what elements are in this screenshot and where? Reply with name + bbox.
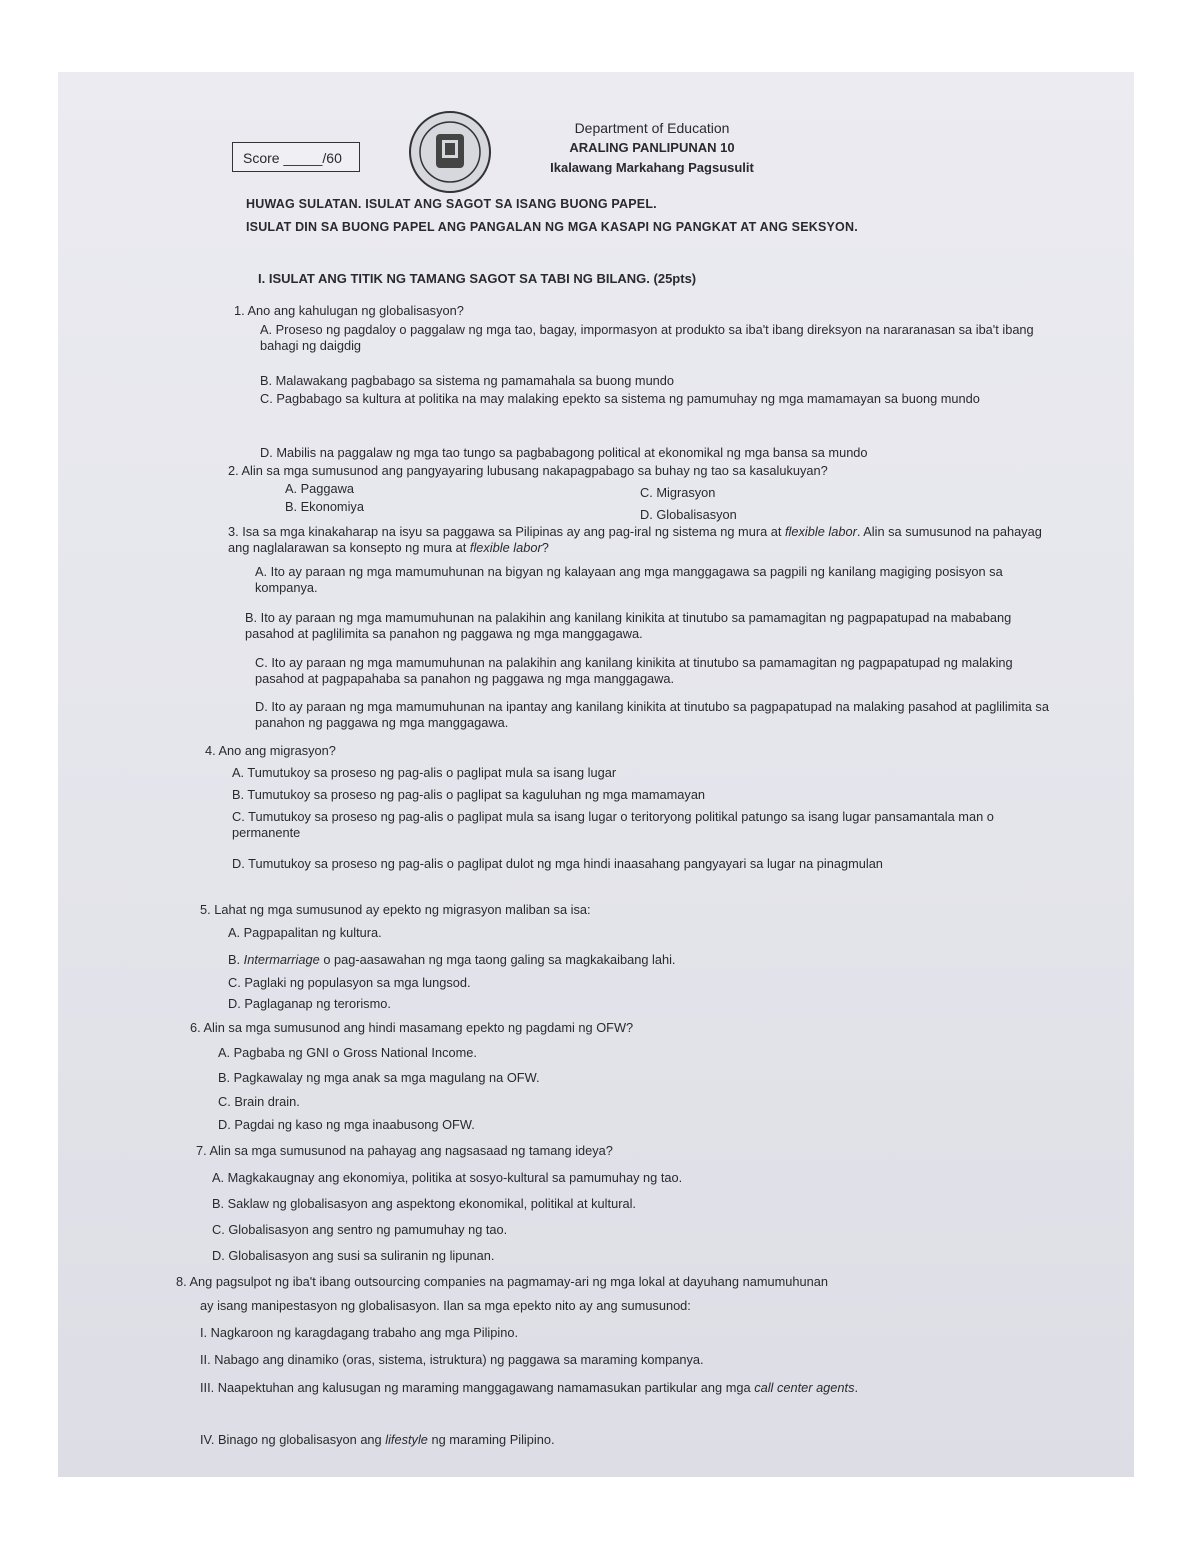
- question-3: [228, 524, 1058, 556]
- q2-option-c: C. Migrasyon: [640, 485, 716, 500]
- exam-header: [512, 118, 792, 178]
- q3-stem-part3: ?: [541, 540, 549, 555]
- question-6: 6. Alin sa mga sumusunod ang hindi masamang epekto ng pagdami ng OFW?: [190, 1020, 634, 1035]
- q3-option-c: C. Ito ay paraan ng mga mamumuhunan na palakihin ang kanilang kinikita at tinutubo sa pamamagitan ng pagpapatupad ng malaking pasahod at pagpapahaba sa panahon ng paggawa ng mga manggagawa.: [255, 655, 1013, 686]
- instruction-no-writing: HUWAG SULATAN. ISULAT ANG SAGOT SA ISANG BUONG PAPEL.: [246, 197, 657, 211]
- q1-option-d: D. Mabilis na paggalaw ng mga tao tungo sa pagbabagong political at ekonomikal ng mga bansa sa mundo: [260, 445, 868, 460]
- question-4: 4. Ano ang migrasyon?: [205, 743, 336, 758]
- section-title: I. ISULAT ANG TITIK NG TAMANG SAGOT SA TABI NG BILANG. (25pts): [258, 271, 697, 286]
- question-2: 2. Alin sa mga sumusunod ang pangyayaring lubusang nakapagpabago sa buhay ng tao sa kasalukuyan?: [228, 463, 828, 478]
- subject-title: ARALING PANLIPUNAN 10: [569, 140, 735, 155]
- q5-b-prefix: B.: [228, 952, 244, 967]
- q3-option-a: A. Ito ay paraan ng mga mamumuhunan na bigyan ng kalayaan ang mga manggagawa sa pagpili ng kanilang magiging posisyon sa kompanya.: [255, 564, 1003, 595]
- q7-option-a: A. Magkakaugnay ang ekonomiya, politika at sosyo-kultural sa pamumuhay ng tao.: [212, 1170, 683, 1185]
- department-name: Department of Education: [574, 120, 730, 136]
- score-box: Score _____/60: [232, 142, 360, 172]
- q2-option-a: A. Paggawa: [285, 481, 355, 496]
- q5-option-b: [228, 952, 676, 968]
- q2-option-b: B. Ekonomiya: [285, 499, 364, 514]
- q8-iv-italic: lifestyle: [385, 1432, 428, 1447]
- q6-option-c: C. Brain drain.: [218, 1094, 300, 1109]
- q5-b-rest: o pag-aasawahan ng mga taong galing sa magkakaibang lahi.: [319, 952, 676, 967]
- q8-item-ii: II. Nabago ang dinamiko (oras, sistema, istruktura) ng paggawa sa maraming kompanya.: [200, 1352, 704, 1367]
- q5-option-c: C. Paglaki ng populasyon sa mga lungsod.: [228, 975, 471, 990]
- q4-option-c: C. Tumutukoy sa proseso ng pag-alis o paglipat mula sa isang lugar o teritoryong politikal patungo sa isang lugar pansamantala man o permanente: [232, 809, 994, 840]
- instruction-write-names: ISULAT DIN SA BUONG PAPEL ANG PANGALAN NG MGA KASAPI NG PANGKAT AT ANG SEKSYON.: [246, 220, 858, 234]
- q8-iii-italic: call center agents: [754, 1380, 855, 1395]
- q3-stem-part2: . Alin sa sumusunod na pahayag ang naglalarawan sa konsepto ng mura at: [228, 524, 1042, 555]
- q3-stem-italic: flexible labor: [784, 524, 857, 539]
- q1-option-c: C. Pagbabago sa kultura at politika na may malaking epekto sa sistema ng pamumuhay ng mga mamamayan sa buong mundo: [260, 391, 980, 406]
- q8-iv-part1: IV. Binago ng globalisasyon ang: [200, 1432, 382, 1447]
- q8-item-i: I. Nagkaroon ng karagdagang trabaho ang mga Pilipino.: [200, 1325, 519, 1340]
- q3-stem-part1: 3. Isa sa mga kinakaharap na isyu sa paggawa sa Pilipinas ay ang pag-iral ng sistema ng mura at: [228, 524, 782, 539]
- question-8: 8. Ang pagsulpot ng iba't ibang outsourcing companies na pagmamay-ari ng mga lokal at dayuhang namumuhunan: [176, 1274, 828, 1289]
- q8-iii-part1: III. Naapektuhan ang kalusugan ng maraming manggagawang namamasukan partikular ang mga: [200, 1380, 751, 1395]
- q8-item-iii: [200, 1380, 1070, 1396]
- question-8-cont: ay isang manipestasyon ng globalisasyon. Ilan sa mga epekto nito ay ang sumusunod:: [200, 1298, 691, 1313]
- q1-option-b: B. Malawakang pagbabago sa sistema ng pamamahala sa buong mundo: [260, 373, 675, 388]
- q7-option-b: B. Saklaw ng globalisasyon ang aspektong ekonomikal, politikal at kultural.: [212, 1196, 636, 1211]
- q6-option-a: A. Pagbaba ng GNI o Gross National Income.: [218, 1045, 477, 1060]
- q1-option-a: A. Proseso ng pagdaloy o paggalaw ng mga tao, bagay, impormasyon at produkto sa iba't ibang direksyon na nararanasan sa iba't ibang bahagi ng daigdig: [260, 322, 1034, 353]
- q5-b-italic: Intermarriage: [243, 952, 320, 967]
- question-1: 1. Ano ang kahulugan ng globalisasyon?: [234, 303, 464, 318]
- q7-option-c: C. Globalisasyon ang sentro ng pamumuhay ng tao.: [212, 1222, 508, 1237]
- exam-title: Ikalawang Markahang Pagsusulit: [550, 160, 754, 175]
- q3-option-d: D. Ito ay paraan ng mga mamumuhunan na ipantay ang kanilang kinikita at tinutubo sa pagpapatupad na malaking pasahod at paglilimita sa panahon ng paggawa ng mga manggagawa.: [255, 699, 1049, 730]
- q4-option-d: D. Tumutukoy sa proseso ng pag-alis o paglipat dulot ng mga hindi inaasahang pangyayari sa lugar na pinagmulan: [232, 856, 883, 871]
- q8-item-iv: [200, 1432, 555, 1448]
- q8-iv-part2: ng maraming Pilipino.: [427, 1432, 555, 1447]
- q3-stem-italic-2: flexible labor: [469, 540, 542, 555]
- q6-option-d: D. Pagdai ng kaso ng mga inaabusong OFW.: [218, 1117, 475, 1132]
- q4-option-a: A. Tumutukoy sa proseso ng pag-alis o paglipat mula sa isang lugar: [232, 765, 617, 780]
- question-7: 7. Alin sa mga sumusunod na pahayag ang nagsasaad ng tamang ideya?: [196, 1143, 613, 1158]
- question-5: 5. Lahat ng mga sumusunod ay epekto ng migrasyon maliban sa isa:: [200, 902, 591, 917]
- q3-option-b: B. Ito ay paraan ng mga mamumuhunan na palakihin ang kanilang kinikita at tinutubo sa pamamagitan ng pagpapatupad na mababang pasahod at paglilimita sa panahon ng paggawa ng mga manggagawa.: [245, 610, 1012, 641]
- deped-seal-logo: [408, 110, 492, 194]
- q7-option-d: D. Globalisasyon ang susi sa suliranin ng lipunan.: [212, 1248, 495, 1263]
- q4-option-b: B. Tumutukoy sa proseso ng pag-alis o paglipat sa kaguluhan ng mga mamamayan: [232, 787, 706, 802]
- q6-option-b: B. Pagkawalay ng mga anak sa mga magulang na OFW.: [218, 1070, 540, 1085]
- q8-iii-part2: .: [854, 1380, 859, 1395]
- q2-option-d: D. Globalisasyon: [640, 507, 737, 522]
- q5-option-d: D. Paglaganap ng terorismo.: [228, 996, 391, 1011]
- q5-option-a: A. Pagpapalitan ng kultura.: [228, 925, 382, 940]
